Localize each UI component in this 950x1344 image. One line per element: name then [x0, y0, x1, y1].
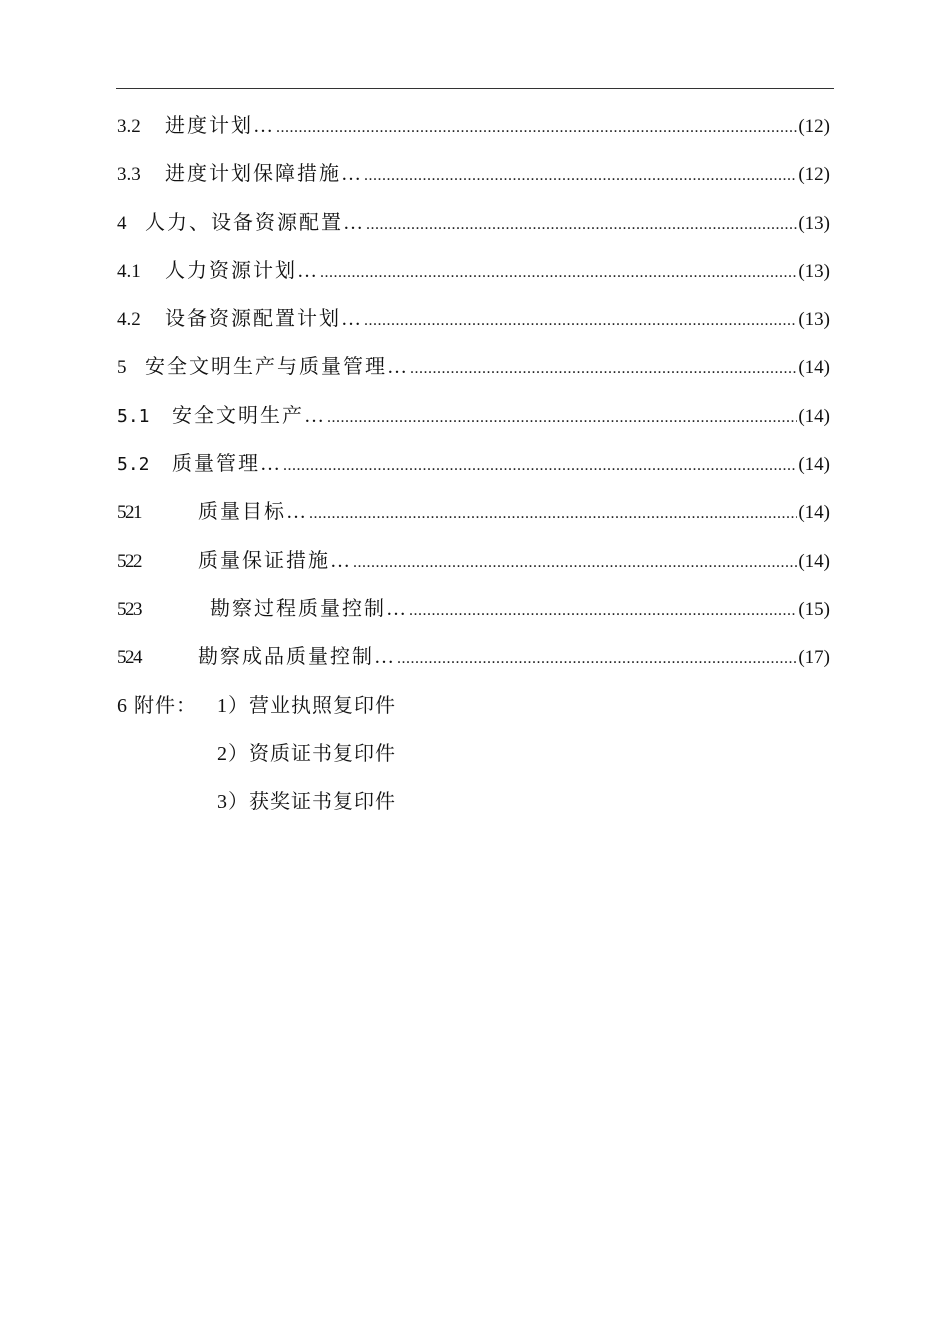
toc-page-number: (14): [798, 550, 830, 572]
toc-leader-dots: [327, 400, 797, 436]
toc-number: 4.1: [117, 260, 141, 282]
toc-page-number: (15): [798, 598, 830, 620]
toc-entry[interactable]: [117, 156, 830, 204]
toc-page-number: (13): [798, 260, 830, 282]
toc-entry[interactable]: [117, 543, 830, 591]
toc-page-number: (14): [798, 502, 830, 524]
toc-leader-dots: [364, 158, 797, 194]
toc-number: 523: [117, 598, 141, 620]
toc-leader-dots: [409, 593, 797, 629]
attachment-item: 3）获奖证书复印件: [217, 791, 396, 814]
header-rule: [116, 88, 834, 89]
toc-title: 安全文明生产与质量管理…: [145, 356, 409, 379]
toc-leader-dots: [366, 207, 797, 243]
toc-title: 进度计划保障措施…: [165, 163, 363, 186]
toc-number: 3.2: [117, 116, 141, 137]
toc-page-number: (13): [798, 309, 830, 331]
toc-page-number: (14): [798, 357, 830, 379]
toc-title: 质量保证措施…: [198, 549, 352, 572]
toc-entry[interactable]: [117, 639, 830, 687]
toc-entry[interactable]: [117, 349, 830, 397]
toc-number: 3.3: [117, 164, 141, 186]
toc-number: 522: [117, 550, 141, 572]
toc-leader-dots: [283, 448, 797, 484]
toc-title: 勘察成品质量控制…: [198, 646, 396, 669]
toc-leader-dots: [276, 110, 797, 146]
attachments-section: [117, 688, 830, 736]
toc-entry[interactable]: [117, 253, 830, 301]
toc-leader-dots: [353, 545, 797, 581]
toc-leader-dots: [410, 351, 797, 387]
toc-number: 4.2: [117, 309, 141, 331]
attachment-item: 2）资质证书复印件: [217, 742, 396, 765]
toc-title: 安全文明生产…: [172, 404, 326, 427]
toc-entry[interactable]: [117, 301, 830, 349]
toc-title: 进度计划…: [165, 115, 275, 137]
toc-number: 521: [117, 502, 141, 524]
toc-entry[interactable]: [117, 398, 830, 446]
attachments-section: [117, 736, 830, 784]
toc-title: 人力资源计划…: [165, 259, 319, 282]
toc-leader-dots: [309, 496, 797, 532]
toc-page-number: (12): [798, 116, 830, 137]
toc-title: 勘察过程质量控制…: [210, 597, 408, 620]
attachments-section: [117, 784, 830, 832]
toc-page-number: (17): [798, 647, 830, 669]
toc-number: 5: [117, 357, 127, 379]
toc-entry[interactable]: [117, 591, 830, 639]
toc-number: 5.1: [117, 405, 150, 427]
toc-entry[interactable]: [117, 205, 830, 253]
toc-page-number: (13): [798, 212, 830, 234]
toc-entry[interactable]: [117, 446, 830, 494]
attachments-label: 6 附件：: [117, 694, 197, 717]
table-of-contents: [117, 108, 830, 832]
toc-leader-dots: [320, 255, 797, 291]
attachment-item: 1）营业执照复印件: [217, 694, 396, 717]
toc-page-number: (14): [798, 405, 830, 427]
toc-leader-dots: [364, 303, 797, 339]
toc-number: 5.2: [117, 454, 150, 476]
toc-title: 质量管理…: [172, 453, 282, 476]
toc-number: 4: [117, 212, 127, 234]
toc-entry[interactable]: [117, 108, 830, 156]
toc-title: 设备资源配置计划…: [165, 308, 363, 331]
toc-page-number: (14): [798, 454, 830, 476]
toc-title: 质量目标…: [198, 501, 308, 524]
toc-leader-dots: [397, 641, 797, 677]
toc-entry[interactable]: [117, 494, 830, 542]
toc-title: 人力、设备资源配置…: [145, 211, 365, 234]
toc-number: 524: [117, 647, 141, 669]
toc-page-number: (12): [798, 164, 830, 186]
